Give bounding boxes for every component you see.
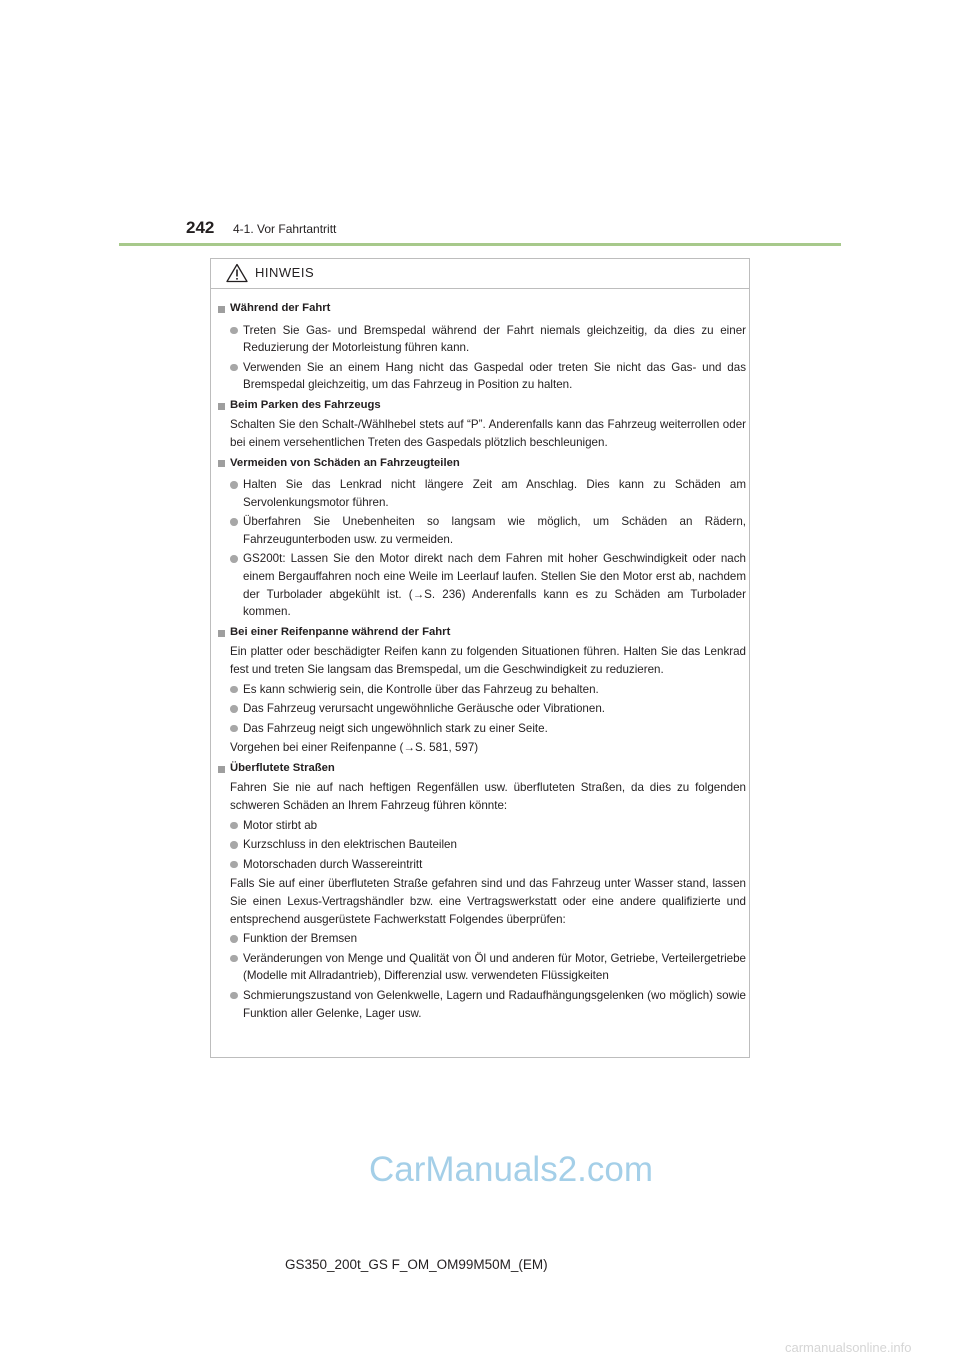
- watermark-logo: CarManuals2.com: [369, 1150, 653, 1189]
- paragraph: Falls Sie auf einer überfluteten Straße gefahren sind und das Fahrzeug unter Wasser stand, lassen Sie einen Lexus-Vertragshändler bzw. eine Vertragswerkstatt oder eine andere qualifizierte und entsprechend ausgerüstete Fachwerkstatt Folgendes überprüfen:: [230, 877, 746, 926]
- list-item: Veränderungen von Menge und Qualität von Öl und anderen für Motor, Getriebe, Verteilergetriebe (Modelle mit Allradantrieb), Differenzial usw. verwendeten Flüssigkeiten: [218, 950, 746, 985]
- document-code: GS350_200t_GS F_OM_OM99M50M_(EM): [285, 1257, 548, 1272]
- paragraph: Vorgehen bei einer Reifenpanne (→S. 581, 597): [230, 741, 479, 755]
- header-rule: [119, 243, 841, 246]
- dot-bullet-icon: [230, 555, 238, 563]
- section-heading: Bei einer Reifenpanne während der Fahrt: [218, 623, 746, 644]
- watermark-site: carmanualsonline.info: [785, 1340, 912, 1355]
- section-heading: Während der Fahrt: [218, 299, 746, 320]
- list-item: Das Fahrzeug neigt sich ungewöhnlich stark zu einer Seite.: [218, 720, 746, 738]
- list-item: Verwenden Sie an einem Hang nicht das Gaspedal oder treten Sie nicht das Gas- und das Bremspedal gleichzeitig, um das Fahrzeug in Position zu halten.: [218, 359, 746, 394]
- list-item: Das Fahrzeug verursacht ungewöhnliche Geräusche oder Vibrationen.: [218, 700, 746, 718]
- square-bullet-icon: [218, 766, 225, 773]
- section-heading: Überflutete Straßen: [218, 759, 746, 780]
- list-item: GS200t: Lassen Sie den Motor direkt nach dem Fahren mit hoher Geschwindigkeit oder nach einem Bergauffahren noch eine Weile im Leerlauf laufen. Stellen Sie den Motor erst ab, nachdem der Turbolader abgekühlt ist. (→S. 236) Anderenfalls kann es zu Schäden am Turbolader kommen.: [218, 550, 746, 620]
- list-item: Motor stirbt ab: [218, 817, 746, 835]
- dot-bullet-icon: [230, 327, 238, 335]
- notice-box: [210, 258, 750, 1058]
- list-item: Schmierungszustand von Gelenkwelle, Lagern und Radaufhängungsgelenken (wo möglich) sowie Funktion aller Gelenke, Lager usw.: [218, 987, 746, 1022]
- square-bullet-icon: [218, 403, 225, 410]
- dot-bullet-icon: [230, 705, 238, 713]
- dot-bullet-icon: [230, 935, 238, 943]
- notice-content: [218, 299, 746, 1024]
- dot-bullet-icon: [230, 686, 238, 694]
- dot-bullet-icon: [230, 841, 238, 849]
- paragraph: Schalten Sie den Schalt-/Wählhebel stets auf “P”. Anderenfalls kann das Fahrzeug weiterrollen oder bei einem versehentlichen Treten des Gaspedals plötzlich beschleunigen.: [230, 418, 746, 449]
- dot-bullet-icon: [230, 992, 238, 1000]
- section-heading: Vermeiden von Schäden an Fahrzeugteilen: [218, 454, 746, 475]
- list-item: Halten Sie das Lenkrad nicht längere Zeit am Anschlag. Dies kann zu Schäden am Servolenkungsmotor führen.: [218, 476, 746, 511]
- list-item: Motorschaden durch Wassereintritt: [218, 856, 746, 874]
- list-item: Funktion der Bremsen: [218, 930, 746, 948]
- warning-triangle-icon: [226, 263, 248, 283]
- section-heading: Beim Parken des Fahrzeugs: [218, 396, 746, 417]
- list-item: Kurzschluss in den elektrischen Bauteilen: [218, 836, 746, 854]
- dot-bullet-icon: [230, 481, 238, 489]
- notice-header: [211, 259, 749, 289]
- dot-bullet-icon: [230, 364, 238, 372]
- square-bullet-icon: [218, 306, 225, 313]
- paragraph: Fahren Sie nie auf nach heftigen Regenfällen usw. überfluteten Straßen, da dies zu folgenden schweren Schäden an Ihrem Fahrzeug führen könnte:: [230, 781, 746, 812]
- list-item: Überfahren Sie Unebenheiten so langsam wie möglich, um Schäden an Rädern, Fahrzeugunterboden usw. zu vermeiden.: [218, 513, 746, 548]
- list-item: Treten Sie Gas- und Bremspedal während der Fahrt niemals gleichzeitig, da dies zu einer Reduzierung der Motorleistung führen kann.: [218, 322, 746, 357]
- square-bullet-icon: [218, 630, 225, 637]
- dot-bullet-icon: [230, 955, 238, 963]
- paragraph: Ein platter oder beschädigter Reifen kann zu folgenden Situationen führen. Halten Sie das Lenkrad fest und treten Sie langsam das Bremspedal, um die Geschwindigkeit zu reduzieren.: [230, 645, 746, 676]
- list-item: Es kann schwierig sein, die Kontrolle über das Fahrzeug zu behalten.: [218, 681, 746, 699]
- page-number: 242: [186, 218, 215, 237]
- square-bullet-icon: [218, 460, 225, 467]
- dot-bullet-icon: [230, 725, 238, 733]
- dot-bullet-icon: [230, 861, 238, 869]
- notice-title: HINWEIS: [255, 265, 315, 280]
- dot-bullet-icon: [230, 518, 238, 526]
- dot-bullet-icon: [230, 822, 238, 830]
- section-title: 4-1. Vor Fahrtantritt: [233, 222, 337, 236]
